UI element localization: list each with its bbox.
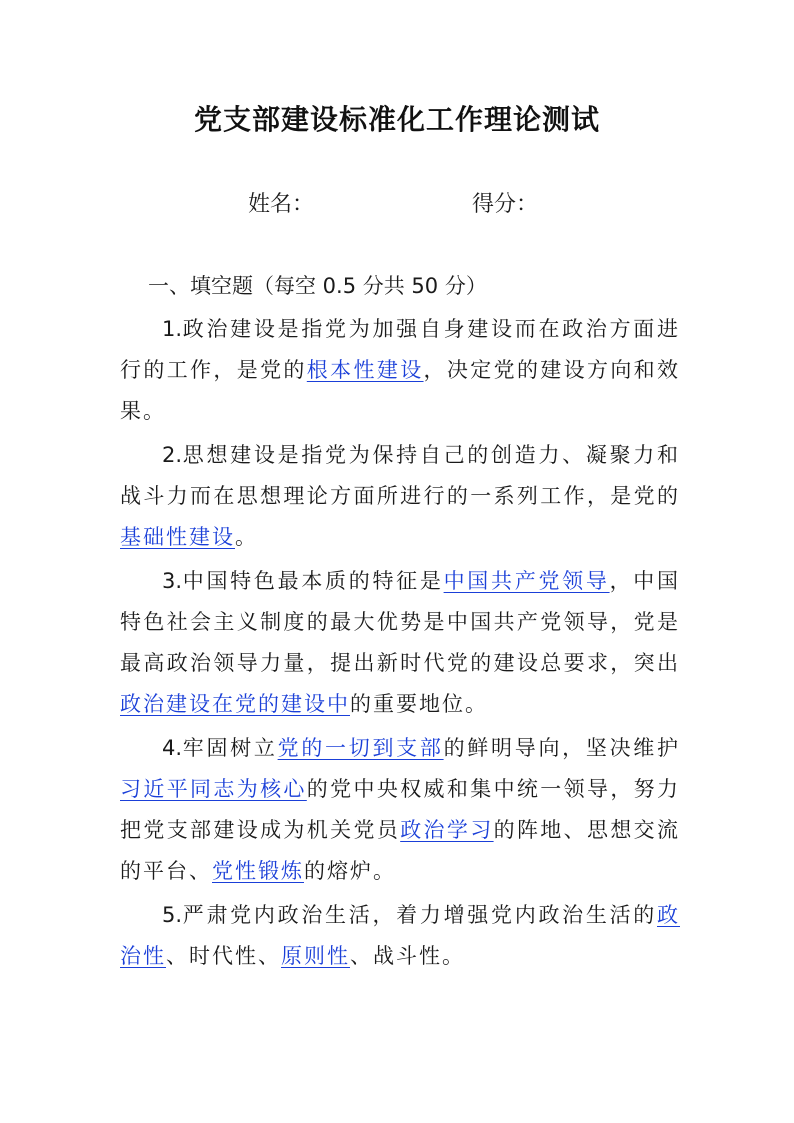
question-text: 的鲜明导向，坚决维护 <box>443 736 681 760</box>
answer-blank: 原则性 <box>281 944 350 968</box>
answer-blank: 党性锻炼 <box>212 859 304 883</box>
question-text: 政治建设是指党为加强自身建设而在政治方面进行的工作，是党的 <box>120 317 680 382</box>
question-number: 2. <box>162 443 183 467</box>
answer-blank: 政治性 <box>120 903 680 968</box>
question-3 <box>120 561 680 725</box>
question-text: 的熔炉。 <box>304 859 396 883</box>
answer-blank: 基础性建设 <box>120 525 235 549</box>
question-text: 严肃党内政治生活，着力增强党内政治生活的 <box>182 903 657 927</box>
question-text: ，中国特色社会主义制度的最大优势是中国共产党领导，党是最高政治领导力量，提出新时代党的建设总要求，突出 <box>120 569 681 675</box>
question-number: 3. <box>162 569 183 593</box>
info-row <box>0 187 794 219</box>
answer-blank: 政治学习 <box>400 818 494 842</box>
question-number: 4. <box>162 736 183 760</box>
question-text: 。 <box>235 525 258 549</box>
question-text: ，决定党的建设方向和效果。 <box>120 358 681 423</box>
score-label: 得分： <box>472 192 539 217</box>
name-label: 姓名： <box>248 192 315 217</box>
question-1 <box>120 309 680 432</box>
question-number: 5. <box>162 903 183 927</box>
question-4 <box>120 728 680 892</box>
section-heading: 一、填空题（每空 0.5 分共 50 分） <box>148 274 487 298</box>
answer-blank: 习近平同志为核心 <box>120 777 307 801</box>
question-text: 牢固树立 <box>182 736 278 760</box>
question-text: 的重要地位。 <box>350 692 488 716</box>
question-number: 1. <box>162 317 183 341</box>
answer-blank: 党的一切到支部 <box>277 736 444 760</box>
question-text: 、战斗性。 <box>350 944 465 968</box>
question-text: 的党中央权威和集中统一领导，努力把党支部建设成为机关党员 <box>120 777 681 842</box>
question-text: 中国特色最本质的特征是 <box>182 569 444 593</box>
question-text: 思想建设是指党为保持自己的创造力、凝聚力和战斗力而在思想理论方面所进行的一系列工作，是党的 <box>120 443 680 508</box>
question-list <box>120 309 680 980</box>
answer-blank: 中国共产党领导 <box>443 569 610 593</box>
answer-blank: 政治建设在党的建设中 <box>120 692 350 716</box>
question-text: 的阵地、思想交流的平台、 <box>120 818 681 883</box>
question-text: 、时代性、 <box>166 944 281 968</box>
question-2 <box>120 435 680 558</box>
question-5 <box>120 895 680 977</box>
page-title: 党支部建设标准化工作理论测试 <box>193 103 600 136</box>
answer-blank: 根本性建设 <box>306 358 424 382</box>
